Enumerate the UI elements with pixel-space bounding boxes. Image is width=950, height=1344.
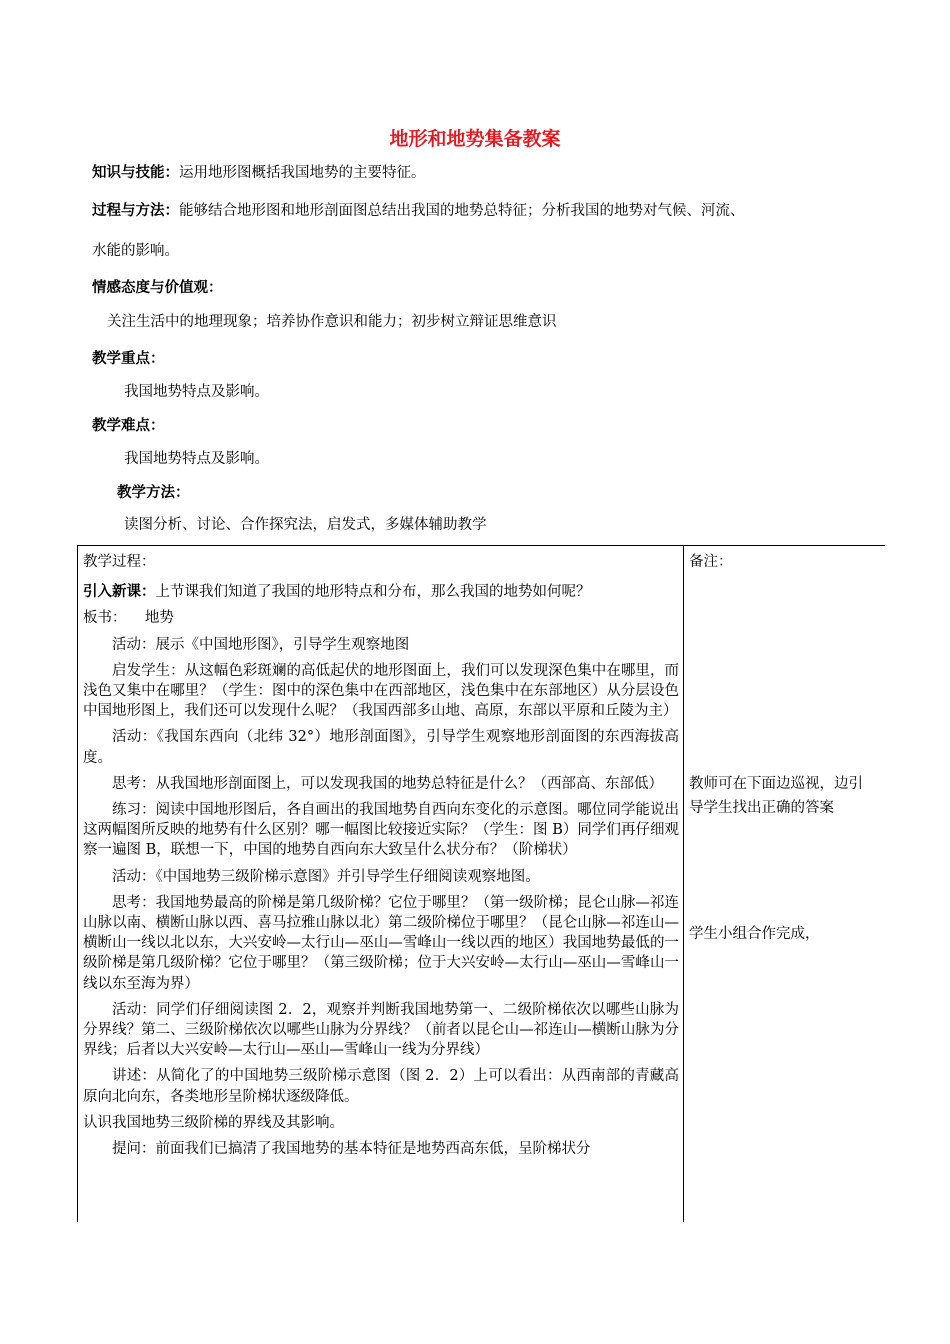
question-line: 提问：前面我们已搞清了我国地势的基本特征是地势西高东低，呈阶梯状分: [112, 1141, 591, 1158]
paragraph-inspire: 启发学生：从这幅色彩斑斓的高低起伏的地形图面上，我们可以发现深色集中在哪里，而浅色又集中在哪里？（学生：图中的深色集中在西部地区，浅色集中在东部地区）从分层设色中国地形图上，我们还可以发现什么呢？（我国西部多山地、高原，东部以平原和丘陵为主）: [83, 662, 679, 720]
paragraph-exercise: 练习：阅读中国地形图后，各自画出的我国地势自西向东变化的示意图。哪位同学能说出这两幅图所反映的地势有什么区别？哪一幅图比较接近实际？（学生：图 B）同学们再仔细观察一遍图 B，联想一下，中国的地势自西向东大致呈什么状分布？（阶梯状）: [83, 802, 679, 859]
knowledge-text: 运用地形图概括我国地势的主要特征。: [179, 165, 426, 181]
emotion-text: 关注生活中的地理现象；培养协作意识和能力；初步树立辩证思维意识: [107, 314, 557, 330]
process-line-2: 水能的影响。: [92, 243, 179, 259]
paragraph-activity-4: 活动：同学们仔细阅读图 2．2，观察并判断我国地势第一、二级阶梯依次以哪些山脉为分界线？第二、三级阶梯依次以哪些山脉为分界线？（前者以昆仑山—祁连山—横断山脉为分界线；后者以大兴安岭—太行山—巫山—雪峰山一线为分界线）: [83, 1001, 679, 1059]
recognize-line: 认识我国地势三级阶梯的界线及其影响。: [83, 1114, 344, 1131]
process-label: 过程与方法：: [92, 203, 179, 219]
focus-label: 教学重点：: [92, 351, 165, 367]
intro-paragraph: [83, 582, 679, 602]
paragraph-activity-3: 活动：《中国地势三级阶梯示意图》并引导学生仔细阅读观察地图。: [112, 868, 540, 885]
process-heading: 教学过程：: [83, 554, 156, 570]
note-students: 学生小组合作完成，: [689, 926, 820, 942]
method-label: 教学方法：: [117, 485, 190, 501]
paragraph-think-2: 思考：我国地势最高的阶梯是第几级阶梯？它位于哪里？（第一级阶梯；昆仑山脉—祁连山脉以南、横断山脉以西、喜马拉雅山脉以北）第二级阶梯位于哪里？（昆仑山脉—祁连山—横断山一线以北以东，大兴安岭—太行山—巫山—雪峰山一线以西的地区）我国地势最低的一级阶梯是第几级阶梯？它位于哪里？（第三级阶梯；位于大兴安岭—太行山—巫山—雪峰山一线以东至海为界）: [83, 894, 679, 992]
knowledge-label: 知识与技能：: [92, 165, 179, 181]
board-line: 板书： 地势: [83, 610, 174, 627]
emotion-label: 情感态度与价值观：: [92, 280, 223, 296]
paragraph-activity-1: 活动：展示《中国地形图》，引导学生观察地图: [112, 636, 410, 653]
process-line-1: [92, 201, 745, 221]
intro-label: 引入新课：: [83, 584, 156, 601]
document-title: 地形和地势集备教案: [389, 128, 561, 150]
paragraph-explain: 讲述：从简化了的中国地势三级阶梯示意图（图 2．2）上可以看出：从西南部的青藏高原向北向东，各类地形呈阶梯状逐级降低。: [83, 1068, 679, 1105]
paragraph-think-1: 思考：从我国地形剖面图上，可以发现我国的地势总特征是什么？（西部高、东部低）: [112, 775, 663, 792]
difficulty-text: 我国地势特点及影响。: [124, 451, 269, 467]
paragraph-activity-2: 活动：《我国东西向（北纬 32°）地形剖面图》，引导学生观察地形剖面图的东西海拔高度。: [83, 729, 679, 766]
table-left-border: [77, 546, 78, 1222]
process-text-1: 能够结合地形图和地形剖面图总结出我国的地势总特征；分析我国的地势对气候、河流、: [179, 203, 745, 219]
difficulty-label: 教学难点：: [92, 418, 165, 434]
intro-text: 上节课我们知道了我国的地形特点和分布，那么我国的地势如何呢？: [155, 584, 591, 601]
table-divider: [683, 546, 684, 1222]
lesson-table: [77, 545, 885, 1222]
process-column: [83, 552, 679, 1165]
method-text: 读图分析、讨论、合作探究法，启发式，多媒体辅助教学: [124, 517, 487, 533]
focus-text: 我国地势特点及影响。: [124, 384, 269, 400]
note-teacher: 教师可在下面边巡视，边引导学生找出正确的答案: [689, 776, 863, 816]
knowledge-line: [92, 163, 426, 183]
notes-heading: 备注：: [689, 554, 733, 570]
